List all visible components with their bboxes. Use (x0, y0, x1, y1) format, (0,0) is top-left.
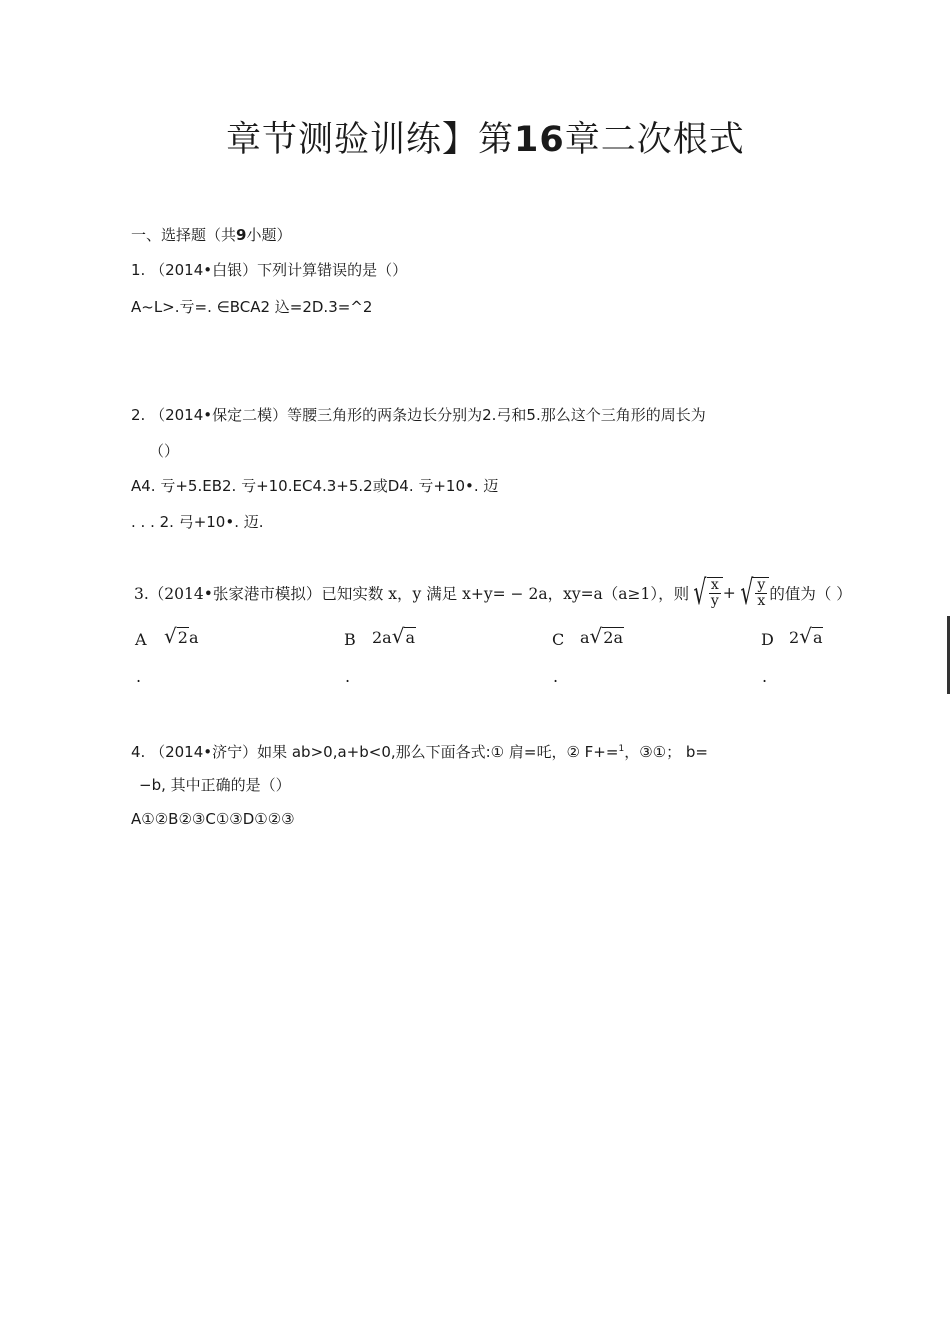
fraction-y-over-x (753, 577, 769, 609)
question-4-stem: 4. （2014•济宁）如果 ab>0,a+b<0,那么下面各式:① 肩=吒，② F+= (131, 743, 619, 761)
option-a-dot: . (136, 667, 142, 686)
radical-fraction-x-over-y (689, 573, 723, 613)
option-c-letter: C (552, 630, 565, 649)
option-a-letter: A (135, 630, 147, 649)
option-b-dot: . (345, 667, 351, 686)
option-coefficient: 2a (372, 628, 392, 647)
radical-sign-icon: √ (164, 624, 177, 648)
title-suffix: 章二次根式 (564, 120, 745, 160)
square-root (164, 626, 189, 647)
question-4-text (131, 741, 708, 762)
question-3-tail: 的值为（ ） (769, 585, 852, 603)
option-coefficient: 2 (789, 628, 800, 647)
title-prefix: 章节测验训练】第 (226, 120, 515, 160)
question-3-text (134, 571, 852, 615)
option-coefficient: a (580, 628, 590, 647)
question-1-options: A~L>.亏=. ∈BCA2 込=2D.3=^2 (131, 298, 373, 316)
fraction-denominator: y (710, 593, 719, 609)
radical-sign-icon: √ (740, 573, 754, 613)
radical-sign-icon: √ (391, 624, 405, 648)
fraction-denominator: x (757, 593, 766, 609)
section-heading-prefix: 一、选择题（共 (131, 226, 237, 244)
square-root (799, 626, 823, 647)
fraction-numerator: x (710, 577, 719, 593)
question-1-text: 1. （2014•白银）下列计算错误的是（） (131, 261, 408, 279)
section-heading-count: 9 (236, 226, 247, 244)
fraction-numerator: y (757, 577, 766, 593)
question-2-text: 2. （2014•保定二模）等腰三角形的两条边长分别为2.弓和5.那么这个三角形的周长为 (131, 406, 706, 424)
option-a-expression (164, 626, 198, 647)
superscript: 1 (618, 744, 625, 754)
square-root (590, 626, 624, 647)
question-3-stem: 3.（2014•张家港市模拟）已知实数 x，y 满足 x+y= − 2a，xy=a（a≥1），则 (134, 585, 690, 603)
radical-sign-icon: √ (693, 573, 707, 613)
option-d-letter: D (761, 630, 774, 649)
radicand: 2 (177, 628, 188, 647)
question-2-continuation: . . . 2. 弓+10•. 迈. (131, 513, 264, 531)
radicand: a (405, 628, 416, 647)
question-2-paren: （） (149, 442, 180, 460)
radical-sign-icon: √ (799, 624, 812, 648)
radicand: 2a (603, 628, 624, 647)
question-4-options: A①②B②③C①③D①②③ (131, 810, 295, 828)
option-c-dot: . (553, 667, 559, 686)
page-title (226, 112, 745, 162)
radicand: a (812, 628, 823, 647)
option-b-expression (372, 626, 416, 647)
plus-sign: + (722, 584, 736, 602)
option-c-expression (580, 626, 624, 647)
section-heading (131, 224, 291, 245)
title-chapter-number: 16 (514, 120, 565, 160)
question-4-stem-end: ，③①； b= (624, 743, 708, 761)
option-b-letter: B (344, 630, 356, 649)
fraction-x-over-y (707, 577, 723, 609)
question-2-options: A4. 亏+5.EB2. 亏+10.EC4.3+5.2或D4. 亏+10•. 迈 (131, 477, 499, 495)
option-trailing-factor: a (188, 628, 199, 647)
radical-fraction-y-over-x (736, 573, 770, 613)
option-d-dot: . (762, 667, 768, 686)
option-d-expression (789, 626, 823, 647)
question-4-continuation: −b, 其中正确的是（） (139, 776, 291, 794)
square-root (392, 626, 416, 647)
radical-sign-icon: √ (589, 624, 603, 648)
section-heading-suffix: 小题） (246, 226, 292, 244)
